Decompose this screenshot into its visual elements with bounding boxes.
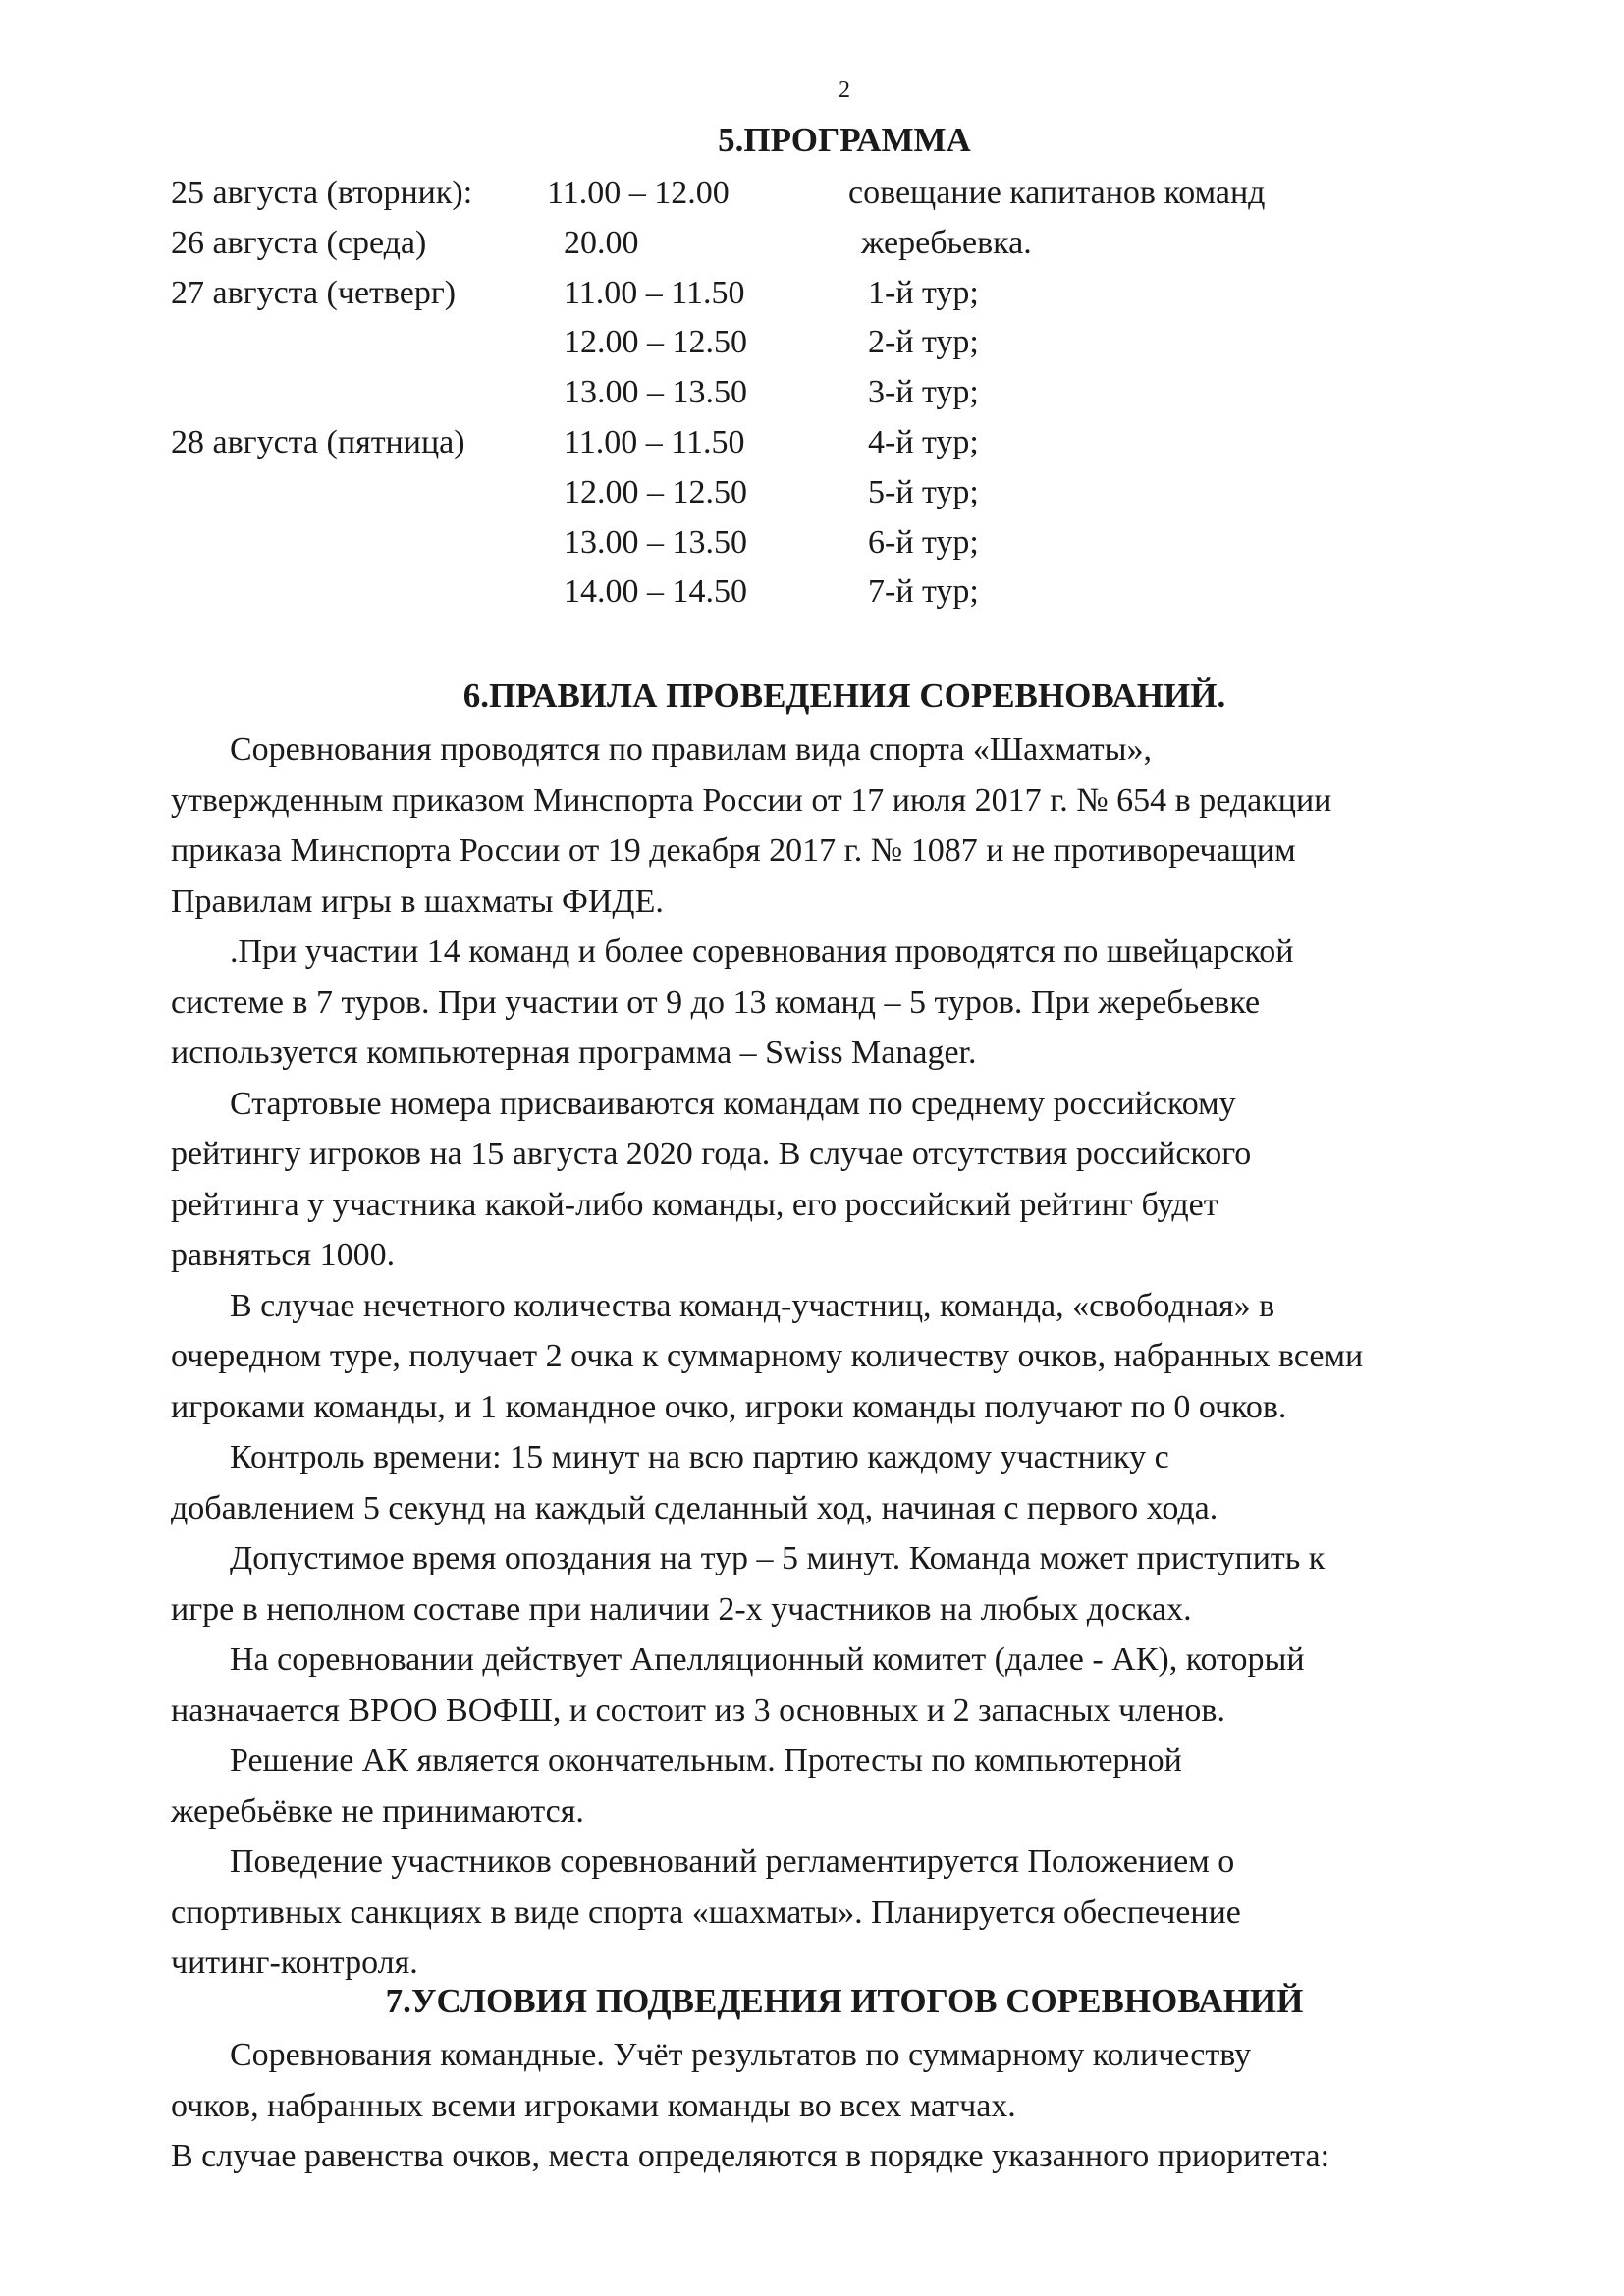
schedule-time: 13.00 – 13.50 bbox=[564, 523, 747, 561]
text-line: Стартовые номера присваиваются командам по среднему российскому bbox=[230, 1085, 1236, 1122]
schedule-time: 12.00 – 12.50 bbox=[564, 324, 747, 361]
text-line: жеребьёвке не принимаются. bbox=[171, 1792, 584, 1830]
text-line: Соревнования проводятся по правилам вида спорта «Шахматы», bbox=[230, 731, 1152, 768]
section-6-body bbox=[171, 724, 1545, 1989]
schedule-event: 1-й тур; bbox=[868, 274, 979, 311]
page-number: 2 bbox=[839, 78, 850, 103]
schedule-date: 28 августа (пятница) bbox=[171, 424, 465, 460]
schedule-event: 7-й тур; bbox=[868, 573, 979, 611]
schedule-event: жеребьевка. bbox=[861, 224, 1032, 261]
schedule-time: 12.00 – 12.50 bbox=[564, 473, 747, 510]
schedule-time: 11.00 – 11.50 bbox=[564, 274, 745, 311]
section-7-body bbox=[171, 2030, 1545, 2182]
schedule-event: 4-й тур; bbox=[868, 424, 979, 460]
text-line: очков, набранных всеми игроками команды во всех матчах. bbox=[171, 2087, 1016, 2124]
text-line: читинг-контроля. bbox=[171, 1945, 418, 1981]
schedule-event: 2-й тур; bbox=[868, 324, 979, 361]
schedule-event: совещание капитанов команд bbox=[848, 175, 1266, 211]
schedule-date: 25 августа (вторник): bbox=[171, 175, 473, 211]
text-line: Решение АК является окончательным. Протесты по компьютерной bbox=[230, 1742, 1182, 1779]
section-6-heading: 6.ПРАВИЛА ПРОВЕДЕНИЯ СОРЕВНОВАНИЙ. bbox=[462, 676, 1226, 715]
text-line: равняться 1000. bbox=[171, 1237, 396, 1273]
schedule-event: 6-й тур; bbox=[868, 523, 979, 561]
text-line: рейтингу игроков на 15 августа 2020 года. В случае отсутствия российского bbox=[171, 1136, 1252, 1172]
text-line: В случае нечетного количества команд-участниц, команда, «свободная» в bbox=[230, 1287, 1275, 1324]
schedule-time: 11.00 – 12.00 bbox=[547, 175, 730, 211]
text-line: очередном туре, получает 2 очка к суммарному количеству очков, набранных всеми bbox=[171, 1338, 1364, 1374]
text-line: приказа Минспорта России от 19 декабря 2017 г. № 1087 и не противоречащим bbox=[171, 832, 1296, 869]
schedule-time: 11.00 – 11.50 bbox=[564, 424, 745, 460]
schedule-date: 26 августа (среда) bbox=[171, 224, 427, 261]
text-line: Поведение участников соревнований регламентируется Положением о bbox=[230, 1843, 1235, 1880]
text-line: добавлением 5 секунд на каждый сделанный ход, начиная с первого хода. bbox=[171, 1489, 1218, 1526]
schedule-time: 20.00 bbox=[564, 224, 639, 261]
schedule-event: 3-й тур; bbox=[868, 374, 979, 411]
text-line: игре в неполном составе при наличии 2-х участников на любых досках. bbox=[171, 1590, 1192, 1628]
text-line: Контроль времени: 15 минут на всю партию каждому участнику с bbox=[230, 1439, 1169, 1475]
text-line: системе в 7 туров. При участии от 9 до 13 команд – 5 туров. При жеребьевке bbox=[171, 984, 1261, 1021]
text-line: спортивных санкциях в виде спорта «шахматы». Планируется обеспечение bbox=[171, 1894, 1241, 1931]
schedule-time: 14.00 – 14.50 bbox=[564, 573, 747, 611]
section-5-heading: 5.ПРОГРАММА bbox=[718, 121, 971, 159]
schedule-date: 27 августа (четверг) bbox=[171, 274, 457, 311]
text-line: Соревнования командные. Учёт результатов по суммарному количеству bbox=[230, 2037, 1252, 2073]
text-line: Допустимое время опоздания на тур – 5 минут. Команда может приступить к bbox=[230, 1540, 1326, 1576]
text-line: На соревновании действует Апелляционный комитет (далее - АК), который bbox=[230, 1641, 1305, 1678]
text-line: утвержденным приказом Минспорта России от 17 июля 2017 г. № 654 в редакции bbox=[171, 781, 1332, 819]
schedule-event: 5-й тур; bbox=[868, 473, 979, 510]
text-line: Правилам игры в шахматы ФИДЕ. bbox=[171, 882, 664, 920]
text-line: используется компьютерная программа – Swiss Manager. bbox=[171, 1035, 977, 1071]
text-line: В случае равенства очков, места определяются в порядке указанного приоритета: bbox=[171, 2138, 1330, 2174]
text-line: рейтинга у участника какой-либо команды, его российский рейтинг будет bbox=[171, 1186, 1218, 1223]
text-line: игроками команды, и 1 командное очко, игроки команды получают по 0 очков. bbox=[171, 1388, 1287, 1425]
text-line: назначается ВРОО ВОФШ, и состоит из 3 основных и 2 запасных членов. bbox=[171, 1691, 1225, 1729]
text-line: .При участии 14 команд и более соревнования проводятся по швейцарской bbox=[230, 934, 1294, 970]
section-7-heading: 7.УСЛОВИЯ ПОДВЕДЕНИЯ ИТОГОВ СОРЕВНОВАНИЙ bbox=[385, 1982, 1304, 2020]
schedule-time: 13.00 – 13.50 bbox=[564, 374, 747, 411]
